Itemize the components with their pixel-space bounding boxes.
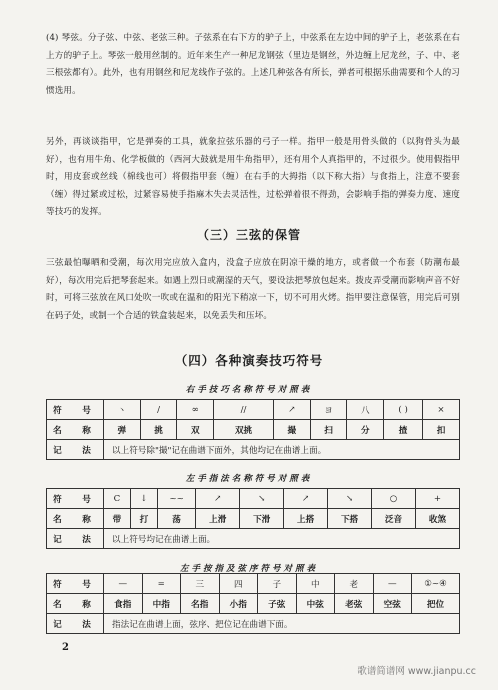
symbol-cell: 中 xyxy=(296,574,335,594)
name-cell: 把位 xyxy=(412,594,460,614)
paragraph-strings: (4) 琴弦。分子弦、中弦、老弦三种。子弦系在右下方的驴子上，中弦系在左边中间的驴子上，老弦系在右上方的驴子上。琴弦一般用丝制的。近年来生产一种尼龙钢弦（里边是钢丝，外边缠上尼龙丝，子、中、老三根弦都有）。此外，也有用钢丝和尼龙线作子弦的。上述几种弦各有所长，弹者可根据乐曲需要和个人的习惯选用。 xyxy=(46,33,460,96)
note-header: 记 法 xyxy=(47,529,104,549)
table-row xyxy=(47,440,460,460)
right-hand-technique-table xyxy=(46,399,460,460)
table3-caption: 左手按指及弦序符号对照表 xyxy=(179,564,318,574)
name-cell: 子弦 xyxy=(258,594,297,614)
name-cell: 荡 xyxy=(157,509,195,529)
symbol-header: 符 号 xyxy=(47,574,104,594)
name-cell: 中弦 xyxy=(296,594,335,614)
name-cell: 挑 xyxy=(140,420,177,440)
name-cell: 弹 xyxy=(104,420,141,440)
name-cell: 分 xyxy=(347,420,384,440)
name-cell: 泛音 xyxy=(372,509,416,529)
symbol-cell: ヨ xyxy=(310,400,347,420)
name-cell: 撮 xyxy=(274,420,311,440)
table-row xyxy=(47,489,460,509)
symbol-cell: = xyxy=(142,574,181,594)
page-number: 2 xyxy=(62,642,69,653)
paragraph-plectrum: 另外，再谈谈指甲，它是弹奏的工具，就象拉弦乐器的弓子一样。指甲一般是用骨头做的（以狗骨头为最好），也有用牛角、化学板做的（西河大鼓就是用牛角指甲），还有用个人真指甲的，不过很少。使用假指甲时，用皮套或丝线（棉线也可）将假指甲套（缠）在右手的大拇指（以下称大指）与食指上，注意不要套（缠）得过紧或过松，过紧容易使手指麻木失去灵活性，过松弹着很不得劲，会影响手指的弹奏力度、速度等技巧的发挥。 xyxy=(46,137,460,217)
symbol-cell: ↗ xyxy=(196,489,240,509)
name-cell: 空弦 xyxy=(373,594,412,614)
symbol-cell: / xyxy=(140,400,177,420)
table-row xyxy=(47,509,460,529)
name-cell: 双 xyxy=(177,420,214,440)
note-header: 记 法 xyxy=(47,614,104,634)
symbol-cell: ↗ xyxy=(274,400,311,420)
note-cell: 以上符号均记在曲谱上面。 xyxy=(104,529,460,549)
symbol-cell: ↓ xyxy=(130,489,157,509)
left-hand-fingering-table xyxy=(46,488,460,549)
section-title-symbols: （四）各种演奏技巧符号 xyxy=(174,353,324,368)
paragraph-care: 三弦最怕曝晒和受潮，每次用完应放入盒内，没盒子应放在阴凉干燥的地方，或者做一个布套（防潮布最好），每次用完后把琴套起来。如遇上烈日或潮湿的天气，要设法把琴放包起来。拨皮弄受潮而影响声音不好时，可将三弦放在风口处吹一吹或在温和的阳光下稍凉一下，切不可用火烤。指甲要注意保管，用完后可别在码子处，或制一个合适的铁盒装起来，以免丢失和压坏。 xyxy=(46,258,460,321)
table-row xyxy=(47,529,460,549)
name-cell: 下搭 xyxy=(328,509,372,529)
symbol-header: 符 号 xyxy=(47,489,104,509)
note-header: 记 法 xyxy=(47,440,104,460)
name-cell: 上滑 xyxy=(196,509,240,529)
table-row xyxy=(47,420,460,440)
table1-caption: 右手技巧名称符号对照表 xyxy=(185,385,313,395)
name-cell: 收煞 xyxy=(415,509,459,529)
symbol-cell: ( ) xyxy=(384,400,423,420)
name-cell: 下滑 xyxy=(240,509,284,529)
name-cell: 揸 xyxy=(384,420,423,440)
symbol-cell: — xyxy=(373,574,412,594)
note-cell: 以上符号除"撮"记在曲谱下面外，其他均记在曲谱上面。 xyxy=(104,440,460,460)
table-row xyxy=(47,400,460,420)
section-title-care: （三）三弦的保管 xyxy=(196,228,301,242)
symbol-cell: 丶 xyxy=(104,400,141,420)
symbol-cell: ↘ xyxy=(328,489,372,509)
symbol-cell: // xyxy=(214,400,274,420)
watermark: 歌谱简谱网 www.jianpu.cc xyxy=(357,666,476,677)
name-header: 名 称 xyxy=(47,594,104,614)
name-cell: 扣 xyxy=(423,420,460,440)
table2-caption: 左手指法名称符号对照表 xyxy=(185,474,313,484)
symbol-cell: 三 xyxy=(181,574,220,594)
name-cell: 带 xyxy=(104,509,131,529)
note-cell: 指法记在曲谱上面，弦序、把位记在曲谱下面。 xyxy=(104,614,460,634)
name-header: 名 称 xyxy=(47,509,104,529)
name-cell: 食指 xyxy=(104,594,143,614)
table-row xyxy=(47,614,460,634)
symbol-cell: 老 xyxy=(335,574,374,594)
name-header: 名 称 xyxy=(47,420,104,440)
symbol-cell: ~~ xyxy=(157,489,195,509)
symbol-cell: × xyxy=(423,400,460,420)
symbol-cell: — xyxy=(104,574,143,594)
table-row xyxy=(47,594,460,614)
symbol-cell: ↗ xyxy=(284,489,328,509)
symbol-cell: ↘ xyxy=(240,489,284,509)
symbol-header: 符 号 xyxy=(47,400,104,420)
name-cell: 小指 xyxy=(219,594,258,614)
name-cell: 扫 xyxy=(310,420,347,440)
symbol-cell: ①~④ xyxy=(412,574,460,594)
name-cell: 名指 xyxy=(181,594,220,614)
name-cell: 打 xyxy=(130,509,157,529)
symbol-cell: ○ xyxy=(372,489,416,509)
symbol-cell: + xyxy=(415,489,459,509)
name-cell: 上搭 xyxy=(284,509,328,529)
name-cell: 双挑 xyxy=(214,420,274,440)
name-cell: 老弦 xyxy=(335,594,374,614)
symbol-cell: ∞ xyxy=(177,400,214,420)
symbol-cell: C xyxy=(104,489,131,509)
left-hand-finger-string-table xyxy=(46,573,460,634)
name-cell: 中指 xyxy=(142,594,181,614)
symbol-cell: 八 xyxy=(347,400,384,420)
symbol-cell: 子 xyxy=(258,574,297,594)
table-row xyxy=(47,574,460,594)
symbol-cell: 四 xyxy=(219,574,258,594)
